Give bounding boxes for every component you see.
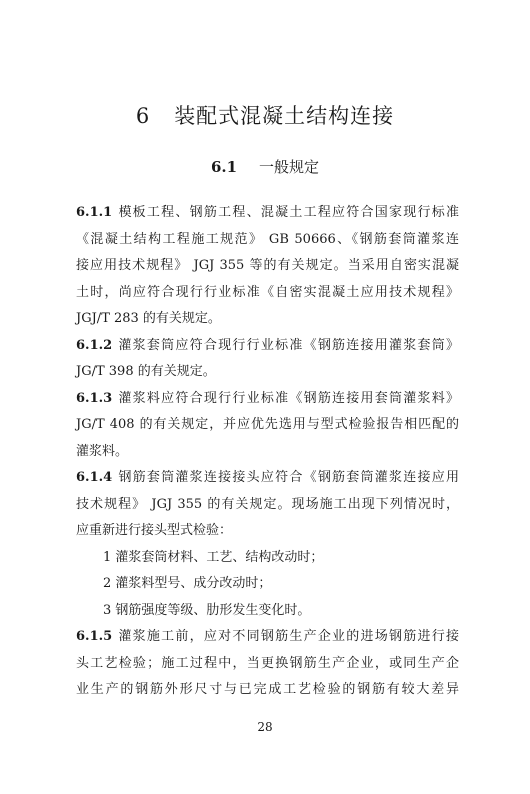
clause-text: 钢筋套筒灌浆连接接头应符合《钢筋套筒灌浆连接应用 [117,470,459,485]
clause-line: JG/T 398 的有关规定。 [76,364,216,379]
clause-line [76,386,459,413]
clause-line: JG/T 408 的有关规定，并应优先选用与型式检验报告相匹配的 [76,417,459,432]
clause-text: 灌浆施工前，应对不同钢筋生产企业的进场钢筋进行接 [117,629,459,644]
list-item: 3 钢筋强度等级、肋形发生变化时。 [103,602,311,618]
section-title [0,156,530,178]
clause-line [76,333,459,360]
body-text [76,200,459,704]
clause-line: 应重新进行接头型式检验： [76,523,233,538]
clause-line [76,200,459,227]
clause-number: 6.1.3 [76,390,113,406]
chapter-title [0,101,530,131]
list-item: 1 灌浆套筒材料、工艺、结构改动时； [103,549,324,565]
clause-line [76,465,459,492]
chapter-number: 6 [135,104,151,128]
clause-line: JGJ/T 283 的有关规定。 [76,311,221,326]
clause-line: 业生产的钢筋外形尺寸与已完成工艺检验的钢筋有较大差异 [76,682,459,697]
clause-line: 技术规程》 JGJ 355 的有关规定。现场施工出现下列情况时， [76,496,459,512]
list-item: 2 灌浆料型号、成分改动时； [103,576,272,591]
chapter-title-text: 装配式混凝土结构连接 [174,104,395,128]
section-number: 6.1 [210,158,238,176]
section-title-text: 一般规定 [259,158,320,176]
clause-line: 头工艺检验；施工过程中，当更换钢筋生产企业，或同生产企 [76,655,459,671]
clause-number: 6.1.2 [76,337,113,353]
clause-text: 模板工程、钢筋工程、混凝土工程应符合国家现行标准 [117,205,459,220]
clause-line: 灌浆料。 [76,443,129,459]
clause-text: 灌浆套筒应符合现行行业标准《钢筋连接用灌浆套筒》 [117,337,459,353]
page-number: 28 [257,720,273,734]
clause-number: 6.1.5 [76,629,113,644]
clause-number: 6.1.4 [76,470,113,485]
clause-number: 6.1.1 [76,205,113,220]
clause-line: 土时，尚应符合现行行业标准《自密实混凝土应用技术规程》 [76,284,459,300]
clause-line: 接应用技术规程》 JGJ 355 等的有关规定。当采用自密实混凝 [76,258,459,273]
clause-line: 《混凝土结构工程施工规范》 GB 50666、《钢筋套筒灌浆连 [76,231,459,247]
clause-line [76,624,459,651]
clause-text: 灌浆料应符合现行行业标准《钢筋连接用套筒灌浆料》 [117,390,459,406]
